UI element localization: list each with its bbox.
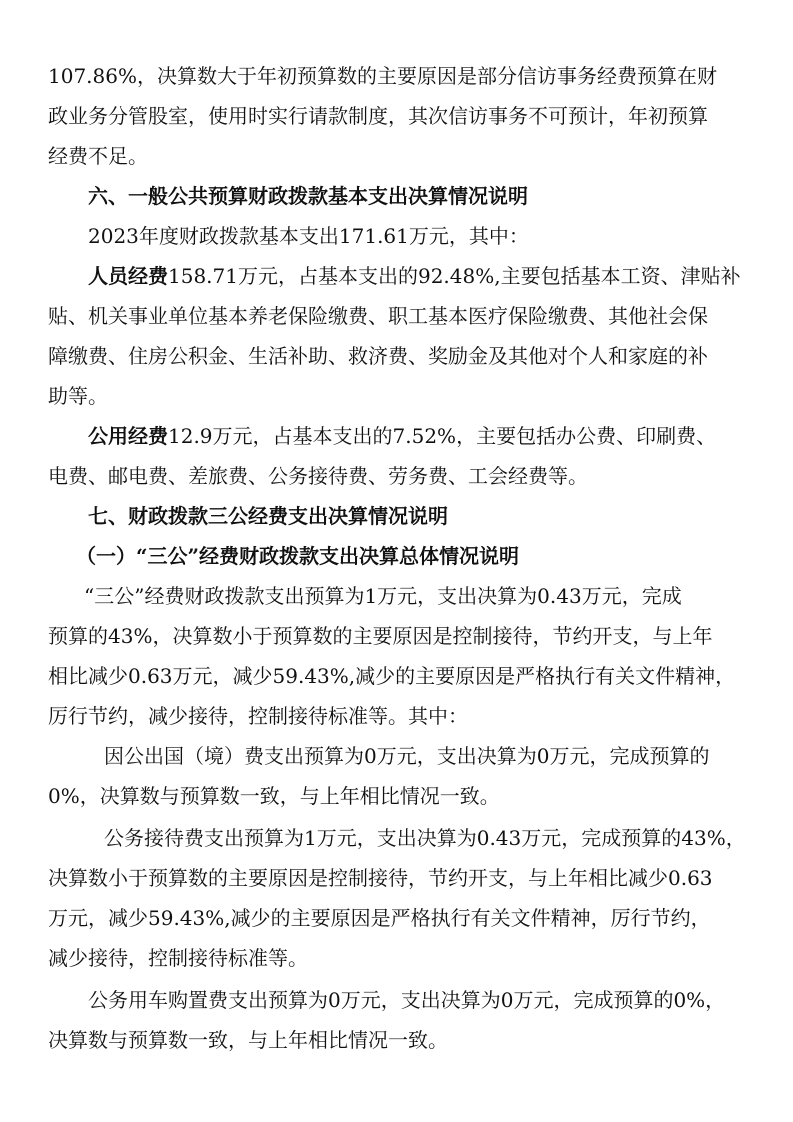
personnel-expense-line <box>0 256 793 296</box>
sub-heading-1 <box>0 536 793 576</box>
text-line <box>0 736 793 776</box>
text-line <box>0 336 793 376</box>
paragraph-text: 12.9万元，占基本支出的7.52%，主要包括办公费、印刷费、 <box>168 424 717 448</box>
text-line <box>0 858 793 898</box>
paragraph-text: 助等。 <box>48 384 108 408</box>
text-line <box>0 216 793 256</box>
public-expense-sentence <box>88 416 716 456</box>
paragraph-text: 电费、邮电费、差旅费、公务接待费、劳务费、工会经费等。 <box>48 464 588 488</box>
paragraph-text: 决算数小于预算数的主要原因是控制接待，节约开支，与上年相比减少0.63 <box>48 866 713 890</box>
paragraph-text: 公务用车购置费支出预算为0万元，支出决算为0万元，完成预算的0%， <box>88 988 726 1012</box>
public-expense-line <box>0 416 793 456</box>
paragraph-text: 政业务分管股室，使用时实行请款制度，其次信访事务不可预计，年初预算 <box>48 104 708 128</box>
paragraph-text: 因公出国（境）费支出预算为0万元，支出决算为0万元，完成预算的 <box>104 744 710 768</box>
text-line <box>0 818 793 858</box>
paragraph-text: 公务接待费支出预算为1万元，支出决算为0.43万元，完成预算的43%， <box>104 826 746 850</box>
text-line <box>0 456 793 496</box>
text-line <box>0 980 793 1020</box>
paragraph-text: 158.71万元，占基本支出的92.48%,主要包括基本工资、津贴补 <box>168 264 741 288</box>
paragraph-text: 2023年度财政拨款基本支出171.61万元，其中： <box>88 224 529 248</box>
paragraph-text: 决算数与预算数一致，与上年相比情况一致。 <box>48 1028 448 1052</box>
text-line <box>0 576 793 616</box>
sub-heading-text: （一）“三公”经费财政拨款支出决算总体情况说明 <box>76 544 520 568</box>
text-line <box>0 296 793 336</box>
paragraph-text: 万元，减少59.43%,减少的主要原因是严格执行有关文件精神，厉行节约， <box>48 906 711 930</box>
personnel-expense-label: 人员经费 <box>88 264 168 288</box>
paragraph-text: 减少接待，控制接待标准等。 <box>48 946 308 970</box>
section-heading-6 <box>0 176 793 216</box>
paragraph-text: 厉行节约，减少接待，控制接待标准等。其中： <box>48 704 468 728</box>
paragraph-text: 经费不足。 <box>48 144 148 168</box>
paragraph-text: 障缴费、住房公积金、生活补助、救济费、奖励金及其他对个人和家庭的补 <box>48 344 708 368</box>
paragraph-text: 预算的43%，决算数小于预算数的主要原因是控制接待，节约开支，与上年 <box>48 624 713 648</box>
text-line <box>0 56 793 96</box>
paragraph-text: “三公”经费财政拨款支出预算为1万元，支出决算为0.43万元，完成 <box>84 584 682 608</box>
section-heading-text: 七、财政拨款三公经费支出决算情况说明 <box>88 504 448 528</box>
text-line <box>0 938 793 978</box>
text-line <box>0 136 793 176</box>
personnel-expense-sentence <box>88 256 741 296</box>
paragraph-text: 0%，决算数与预算数一致，与上年相比情况一致。 <box>48 784 500 808</box>
text-line <box>0 656 793 696</box>
paragraph-text: 107.86%，决算数大于年初预算数的主要原因是部分信访事务经费预算在财 <box>48 64 717 88</box>
text-line <box>0 96 793 136</box>
text-line <box>0 376 793 416</box>
text-line <box>0 898 793 938</box>
text-line <box>0 776 793 816</box>
section-heading-text: 六、一般公共预算财政拨款基本支出决算情况说明 <box>88 184 528 208</box>
paragraph-text: 贴、机关事业单位基本养老保险缴费、职工基本医疗保险缴费、其他社会保 <box>48 304 708 328</box>
section-heading-7 <box>0 496 793 536</box>
text-line <box>0 1020 793 1060</box>
public-expense-label: 公用经费 <box>88 424 168 448</box>
paragraph-text: 相比减少0.63万元，减少59.43%,减少的主要原因是严格执行有关文件精神， <box>48 664 736 688</box>
text-line <box>0 616 793 656</box>
text-line <box>0 696 793 736</box>
